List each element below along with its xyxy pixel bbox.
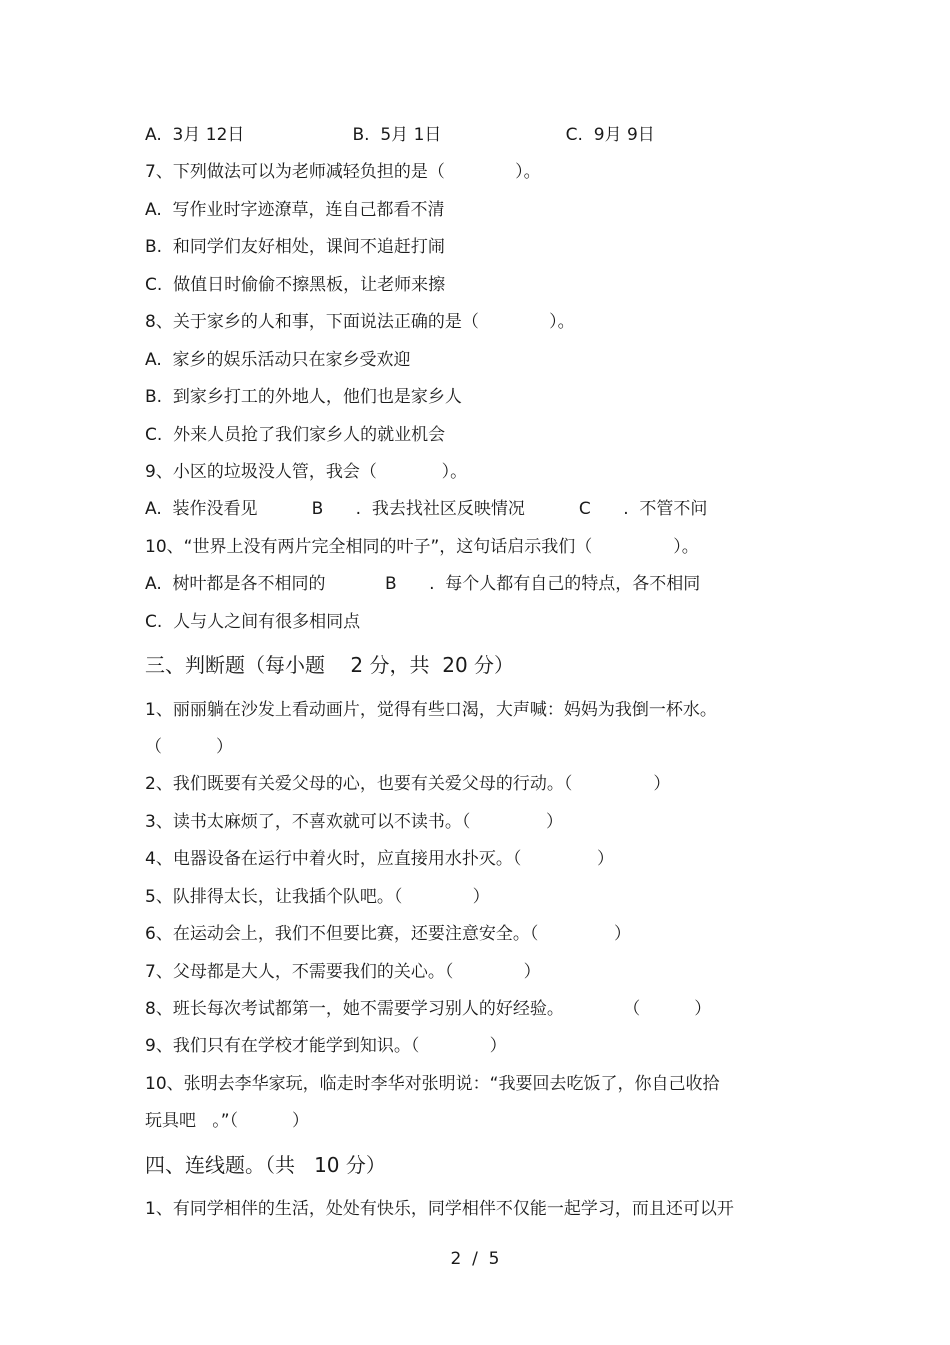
text-line: B. 到家乡打工的外地人，他们也是家乡人 xyxy=(145,387,462,407)
text-line: 8、关于家乡的人和事，下面说法正确的是（ ）。 xyxy=(145,312,575,332)
text-line: B. 和同学们友好相处，课间不追赶打闹 xyxy=(145,237,445,257)
page-number: 2 / 5 xyxy=(450,1249,500,1269)
text-line: 2、我们既要有关爱父母的心，也要有关爱父母的行动。（ ） xyxy=(145,774,671,794)
section-heading: 四、连线题。（共 10 分） xyxy=(145,1153,386,1177)
text-line: 10、“世界上没有两片完全相同的叶子”，这句话启示我们（ ）。 xyxy=(145,537,699,557)
text-line: A. 写作业时字迹潦草，连自己都看不清 xyxy=(145,200,445,220)
text-line: 4、电器设备在运行中着火时，应直接用水扑灭。（ ） xyxy=(145,849,614,869)
text-line: 3、读书太麻烦了，不喜欢就可以不读书。（ ） xyxy=(145,812,563,832)
text-line: 8、班长每次考试都第一，她不需要学习别人的好经验。 （ ） xyxy=(145,999,712,1019)
text-line: C. 外来人员抢了我们家乡人的就业机会 xyxy=(145,425,446,445)
text-line: C. 做值日时偷偷不擦黑板，让老师来擦 xyxy=(145,275,446,295)
text-line: A. 装作没看见 B . 我去找社区反映情况 C . 不管不问 xyxy=(145,499,708,519)
section-heading: 三、判断题（每小题 2 分，共 20 分） xyxy=(145,653,515,677)
text-line: 9、小区的垃圾没人管，我会（ ）。 xyxy=(145,462,468,482)
text-line: （ ） xyxy=(145,737,234,757)
text-line: 1、有同学相伴的生活，处处有快乐，同学相伴不仅能一起学习，而且还可以开 xyxy=(145,1199,734,1219)
text-line: 10、张明去李华家玩，临走时李华对张明说：“我要回去吃饭了，你自己收拾 xyxy=(145,1074,720,1094)
text-line: 玩具吧 。”（ ） xyxy=(145,1111,310,1131)
text-line: 7、下列做法可以为老师减轻负担的是（ ）。 xyxy=(145,162,541,182)
text-line: 1、丽丽躺在沙发上看动画片，觉得有些口渴，大声喊：妈妈为我倒一杯水。 xyxy=(145,700,717,720)
text-line: 6、在运动会上，我们不但要比赛，还要注意安全。（ ） xyxy=(145,924,631,944)
text-line: 9、我们只有在学校才能学到知识。（ ） xyxy=(145,1036,507,1056)
text-line: A. 树叶都是各不相同的 B . 每个人都有自己的特点，各不相同 xyxy=(145,574,701,594)
text-line: 7、父母都是大人，不需要我们的关心。（ ） xyxy=(145,962,541,982)
text-line: 5、队排得太长，让我插个队吧。（ ） xyxy=(145,887,490,907)
text-line: A. 家乡的娱乐活动只在家乡受欢迎 xyxy=(145,350,411,370)
text-line: A. 3月 12日 B. 5月 1日 C. 9月 9日 xyxy=(145,125,655,145)
text-line: C. 人与人之间有很多相同点 xyxy=(145,612,361,632)
